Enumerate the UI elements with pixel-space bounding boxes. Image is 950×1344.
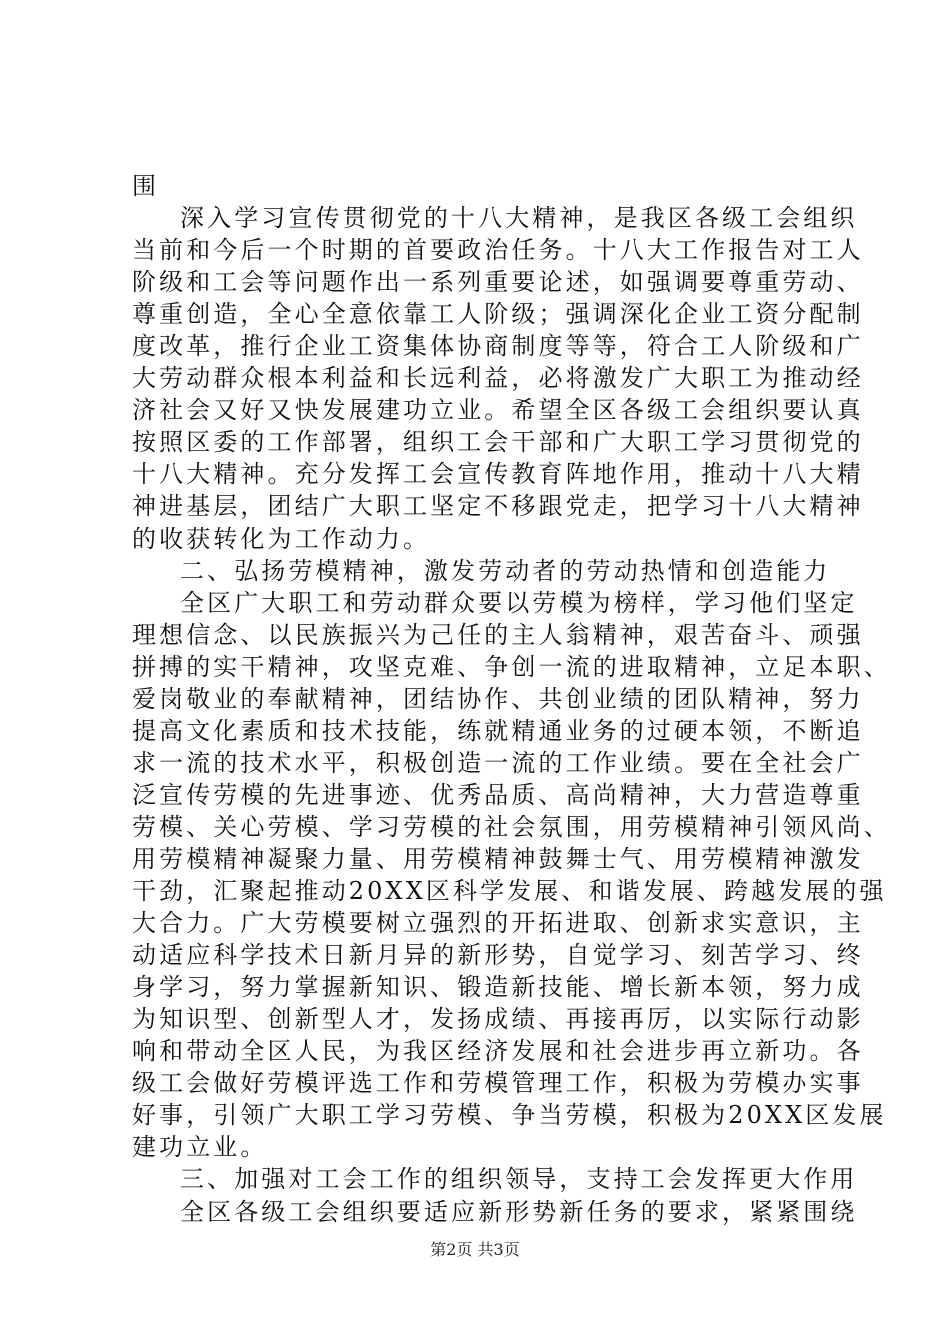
text-line: 大劳动群众根本利益和长远利益，必将激发广大职工为推动经 xyxy=(132,364,864,393)
text-line: 按照区委的工作部署，组织工会干部和广大职工学习贯彻党的 xyxy=(132,428,864,457)
text-line: 泛宣传劳模的先进事迹、优秀品质、高尚精神，大力营造尊重 xyxy=(132,780,864,809)
text-line: 提高文化素质和技术技能，练就精通业务的过硬本领，不断追 xyxy=(132,716,864,745)
text-line: 当前和今后一个时期的首要政治任务。十八大工作报告对工人 xyxy=(132,236,864,265)
text-line: 济社会又好又快发展建功立业。希望全区各级工会组织要认真 xyxy=(132,396,864,425)
text-line: 的收获转化为工作动力。 xyxy=(132,524,431,553)
text-line: 三、加强对工会工作的组织领导，支持工会发挥更大作用 xyxy=(180,1165,858,1194)
text-line: 阶级和工会等问题作出一系列重要论述，如强调要尊重劳动、 xyxy=(132,268,864,297)
text-line: 为知识型、创新型人才，发扬成绩、再接再厉，以实际行动影 xyxy=(132,1005,864,1034)
text-line: 理想信念、以民族振兴为己任的主人翁精神，艰苦奋斗、顽强 xyxy=(132,620,864,649)
page-footer: 第2页 共3页 xyxy=(430,1240,520,1259)
text-line: 围 xyxy=(132,172,160,200)
text-line: 深入学习宣传贯彻党的十八大精神，是我区各级工会组织 xyxy=(180,204,858,233)
text-line: 度改革，推行企业工资集体协商制度等等，符合工人阶级和广 xyxy=(132,332,864,361)
text-line: 建功立业。 xyxy=(132,1133,268,1162)
text-line: 求一流的技术水平，积极创造一流的工作业绩。要在全社会广 xyxy=(132,748,864,777)
text-line: 二、弘扬劳模精神，激发劳动者的劳动热情和创造能力 xyxy=(180,556,831,585)
text-line: 全区广大职工和劳动群众要以劳模为榜样，学习他们坚定 xyxy=(180,588,858,617)
text-line: 全区各级工会组织要适应新形势新任务的要求，紧紧围绕 xyxy=(180,1197,858,1226)
text-line: 拼搏的实干精神，攻坚克难、争创一流的进取精神，立足本职、 xyxy=(132,652,891,681)
text-line: 大合力。广大劳模要树立强烈的开拓进取、创新求实意识，主 xyxy=(132,909,864,938)
document-body xyxy=(132,170,891,1228)
text-line: 干劲，汇聚起推动20XX区科学发展、和谐发展、跨越发展的强 xyxy=(132,877,887,906)
text-line: 十八大精神。充分发挥工会宣传教育阵地作用，推动十八大精 xyxy=(132,460,864,489)
text-line: 劳模、关心劳模、学习劳模的社会氛围，用劳模精神引领风尚、 xyxy=(132,812,891,841)
text-line: 用劳模精神凝聚力量、用劳模精神鼓舞士气、用劳模精神激发 xyxy=(132,844,864,873)
text-line: 爱岗敬业的奉献精神，团结协作、共创业绩的团队精神，努力 xyxy=(132,684,864,713)
text-line: 级工会做好劳模评选工作和劳模管理工作，积极为劳模办实事 xyxy=(132,1069,864,1098)
text-line: 动适应科学技术日新月异的新形势，自觉学习、刻苦学习、终 xyxy=(132,941,864,970)
text-line: 响和带动全区人民，为我区经济发展和社会进步再立新功。各 xyxy=(132,1037,864,1066)
text-line: 尊重创造，全心全意依靠工人阶级；强调深化企业工资分配制 xyxy=(132,300,864,329)
text-line: 好事，引领广大职工学习劳模、争当劳模，积极为20XX区发展 xyxy=(132,1101,887,1130)
text-line: 神进基层，团结广大职工坚定不移跟党走，把学习十八大精神 xyxy=(132,492,864,521)
text-line: 身学习，努力掌握新知识、锻造新技能、增长新本领，努力成 xyxy=(132,973,864,1002)
